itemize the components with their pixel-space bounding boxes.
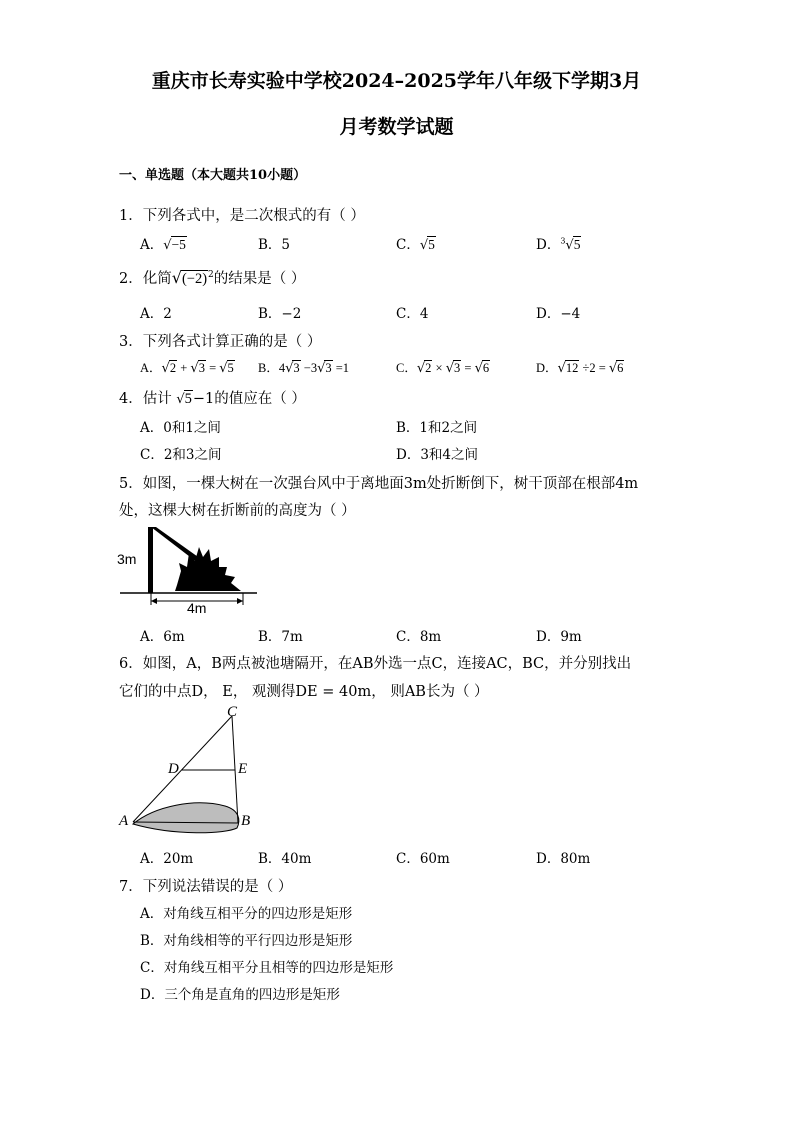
tree-base-label: 4m [187, 600, 207, 616]
page-title-line1: 重庆市长寿实验中学校2024–2025学年八年级下学期3月 [151, 70, 642, 92]
question-3-option-c: C．√2 × √3 = √6 [396, 361, 490, 376]
question-4-option-b: B．1和2之间 [396, 420, 478, 436]
question-6-stem-line2: 它们的中点D， E， 观测得DE = 40m， 则AB长为（ ） [119, 684, 489, 700]
question-7-option-a: A．对角线互相平分的四边形是矩形 [140, 906, 353, 922]
question-1-option-d: D．$^3$√5 [536, 236, 581, 253]
pond-figure [115, 702, 265, 840]
question-5-stem-line1: 5．如图，一棵大树在一次强台风中于离地面3m处折断倒下，树干顶部在根部4m [119, 476, 639, 492]
question-4-option-c: C．2和3之间 [140, 447, 222, 463]
tree-height-label: 3m [117, 551, 137, 567]
question-3-stem: 3．下列各式计算正确的是（ ） [119, 334, 322, 350]
question-2-option-c: C．4 [396, 306, 429, 322]
question-1-option-b: B．5 [258, 237, 291, 253]
question-7-stem: 7．下列说法错误的是（ ） [119, 879, 293, 895]
question-2-option-a: A．2 [140, 306, 172, 322]
question-5-option-b: B．7m [258, 629, 303, 645]
point-d-label: D [168, 761, 179, 777]
question-3-option-a: A．√2 + √3 = √5 [140, 361, 234, 376]
question-3-option-d: D．√12 ÷2 = √6 [536, 361, 624, 376]
question-3-option-b: B．4√3 −3√3 =1 [258, 361, 350, 376]
question-1-option-c: C．√5 [396, 237, 435, 253]
question-6-stem-line1: 6．如图，A，B两点被池塘隔开，在AB外选一点C，连接AC，BC，并分别找出 [119, 656, 632, 672]
question-6-option-b: B．40m [258, 851, 312, 867]
question-4-stem: 4．估计 √5−1的值应在（ ） [119, 391, 306, 407]
question-5-option-d: D．9m [536, 629, 582, 645]
question-7-option-b: B．对角线相等的平行四边形是矩形 [140, 933, 353, 949]
question-7-option-c: C．对角线互相平分且相等的四边形是矩形 [140, 960, 394, 976]
question-1-stem: 1．下列各式中，是二次根式的有（ ） [119, 208, 365, 224]
question-6-option-d: D．80m [536, 851, 591, 867]
point-b-label: B [241, 813, 251, 829]
question-5-stem-line2: 处，这棵大树在折断前的高度为（ ） [119, 503, 356, 519]
question-2-option-b: B．−2 [258, 306, 302, 322]
point-a-label: A [119, 813, 129, 829]
section-heading: 一、单选题（本大题共10小题） [119, 168, 307, 183]
question-5-option-c: C．8m [396, 629, 442, 645]
question-4-option-a: A．0和1之间 [140, 420, 221, 436]
question-4-option-d: D．3和4之间 [396, 447, 479, 463]
question-5-option-a: A．6m [140, 629, 185, 645]
point-e-label: E [238, 761, 248, 777]
question-2-stem: 2．化简$√(-2)^2$的结果是（ ） [119, 268, 306, 287]
question-2-option-d: D．−4 [536, 306, 581, 322]
question-6-option-a: A．20m [140, 851, 194, 867]
point-c-label: C [227, 704, 238, 720]
tree-figure [115, 523, 265, 619]
question-6-option-c: C．60m [396, 851, 450, 867]
page-title-line2: 月考数学试题 [339, 116, 454, 138]
question-1-option-a: A．√−5 [140, 237, 186, 253]
question-7-option-d: D．三个角是直角的四边形是矩形 [140, 987, 340, 1003]
